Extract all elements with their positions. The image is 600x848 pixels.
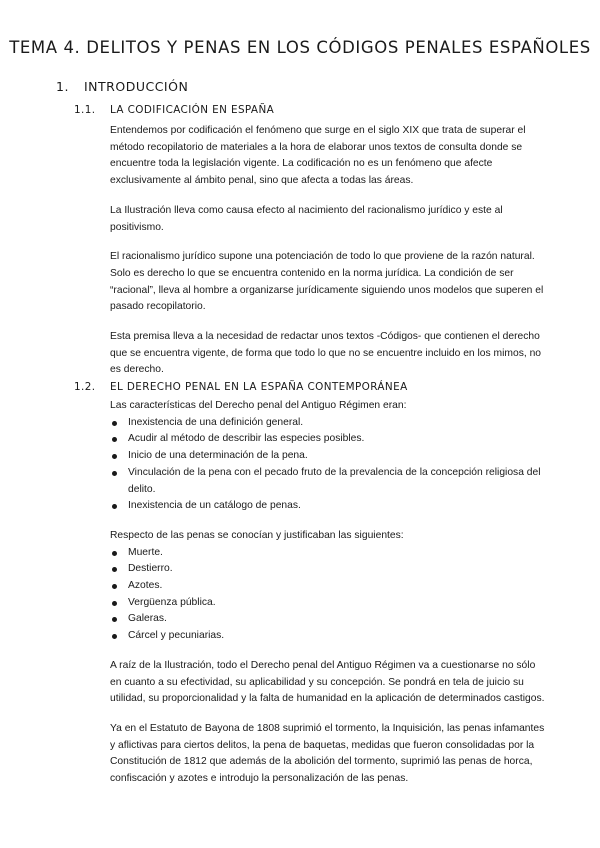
paragraph: Ya en el Estatuto de Bayona de 1808 suprimió el tormento, la Inquisición, las penas infamantes y aflictivas para ciertos delitos, la pena de baquetas, medidas que fueron consolidadas por la Constitución de 1812 que además de la abolición del tormento, suprimió las penas de horca, confiscación y azotes e introdujo la personalización de las penas. xyxy=(110,722,545,785)
list-item: Vinculación de la pena con el pecado fruto de la prevalencia de la concepción religiosa del delito. xyxy=(110,465,545,498)
paragraph: La Ilustración lleva como causa efecto al nacimiento del racionalismo jurídico y este al positivismo. xyxy=(110,204,503,233)
section-derecho-penal-body xyxy=(110,398,545,788)
penalties-list xyxy=(110,545,545,645)
list-item: Inexistencia de una definición general. xyxy=(110,415,545,432)
list-item: Muerte. xyxy=(110,545,545,562)
list-intro: Respecto de las penas se conocían y justificaban las siguientes: xyxy=(110,529,404,541)
list-item: Vergüenza pública. xyxy=(110,595,545,612)
list-item: Galeras. xyxy=(110,611,545,628)
section-heading-introduccion xyxy=(56,79,188,94)
list-intro: Las características del Derecho penal del Antiguo Régimen eran: xyxy=(110,400,407,411)
subsection-number: 1.2. xyxy=(74,381,96,393)
list-item: Cárcel y pecuniarias. xyxy=(110,628,545,645)
subsection-heading-codificacion xyxy=(74,104,274,116)
paragraph: El racionalismo jurídico supone una potenciación de todo lo que proviene de la razón natural. Solo es derecho lo que se encuentra contenido en la norma jurídica. La condición de ser “racional”, lleva al hombre a organizarse jurídicamente siguiendo unos modelos que superen el pasado recopilatorio. xyxy=(110,251,544,313)
subsection-heading-text: LA CODIFICACIÓN EN ESPAÑA xyxy=(110,104,275,116)
subsection-heading-derecho-penal xyxy=(74,381,408,393)
section-number: 1. xyxy=(56,79,69,94)
list-item: Destierro. xyxy=(110,561,545,578)
paragraph: Entendemos por codificación el fenómeno que surge en el siglo XIX que trata de superar el método recopilatorio de materiales a la hora de elaborar unos textos de consulta donde se encuentre toda la legislación vigente. La codificación no es un fenómeno que afecte exclusivamente al ámbito penal, sino que afecta a todas las áreas. xyxy=(110,125,526,187)
list-item: Inicio de una determinación de la pena. xyxy=(110,448,545,465)
characteristics-list xyxy=(110,415,545,515)
subsection-number: 1.1. xyxy=(74,104,96,116)
document-title: TEMA 4. DELITOS Y PENAS EN LOS CÓDIGOS PENALES ESPAÑOLES xyxy=(9,38,591,57)
section-codificacion-body xyxy=(110,123,545,379)
subsection-heading-text: EL DERECHO PENAL EN LA ESPAÑA CONTEMPORÁNEA xyxy=(110,381,408,393)
list-item: Azotes. xyxy=(110,578,545,595)
section-heading-text: INTRODUCCIÓN xyxy=(84,79,189,94)
paragraph: A raíz de la Ilustración, todo el Derecho penal del Antiguo Régimen va a cuestionarse no sólo en cuanto a su efectividad, su aplicabilidad y su concepción. Se pondrá en tela de juicio su utilidad, su proporcionalidad y la falta de humanidad en la aplicación de determinados castigos. xyxy=(110,659,545,705)
list-item: Acudir al método de describir las especies posibles. xyxy=(110,431,545,448)
paragraph: Esta premisa lleva a la necesidad de redactar unos textos -Códigos- que contienen el derecho que se encuentra vigente, de forma que todo lo que no se encuentre incluido en los mimos, no es derecho. xyxy=(110,331,542,376)
list-item: Inexistencia de un catálogo de penas. xyxy=(110,498,545,515)
